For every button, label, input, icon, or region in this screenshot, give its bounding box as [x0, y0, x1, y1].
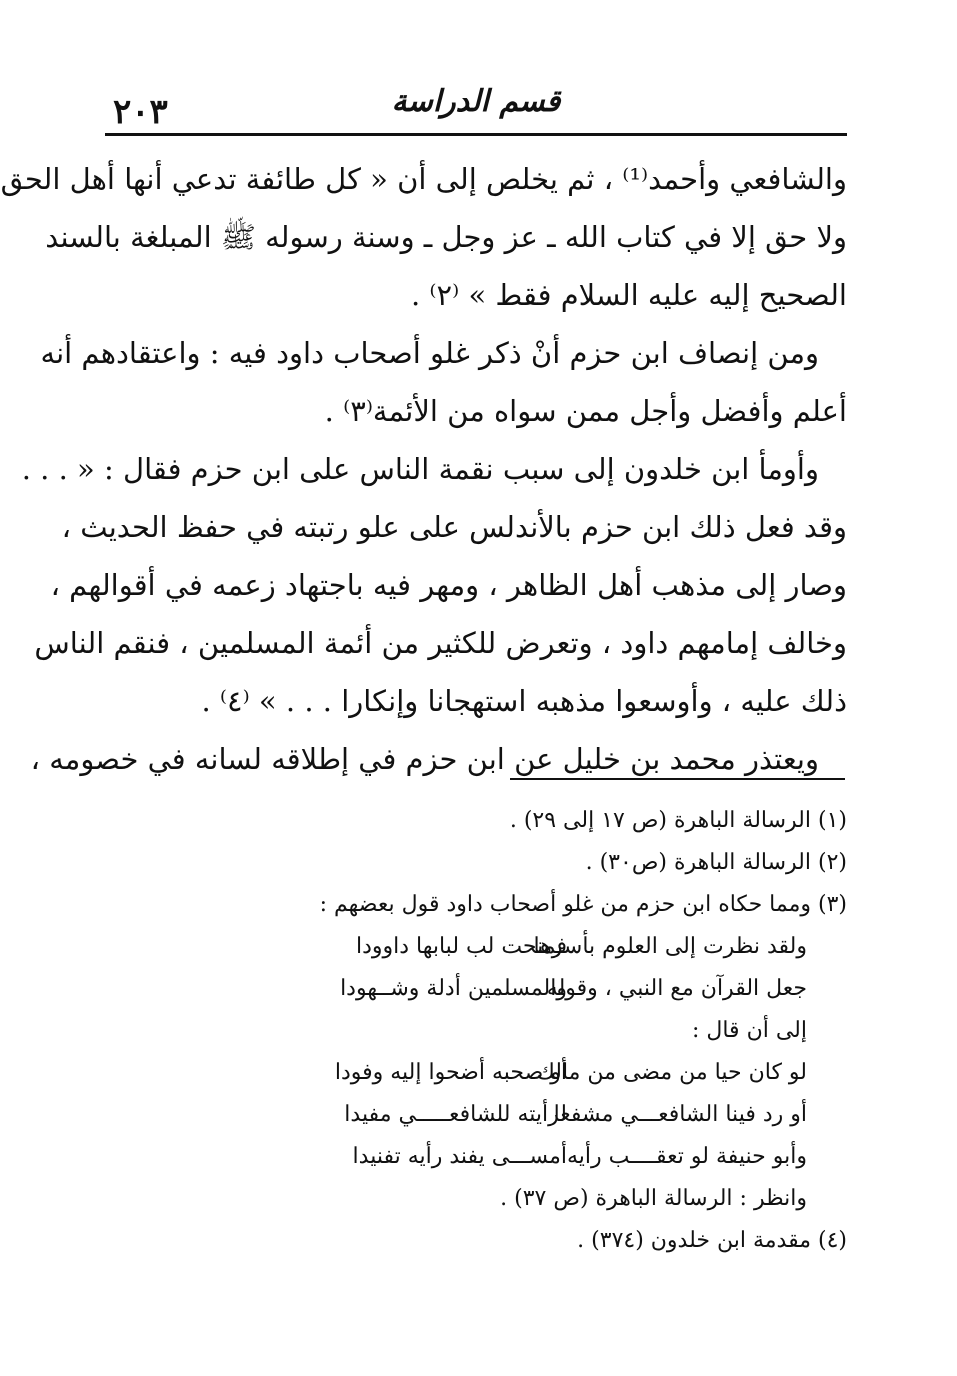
- text-line: والشافعي وأحمد⁽¹⁾ ، ثم يخلص إلى أن « كل طائفة تدعي أنها أهل الحق: [0, 162, 847, 196]
- verse-first-hemistich: أو رد فينا الشافعـــي مشفعا: [553, 1102, 807, 1127]
- footnotes: [105, 800, 847, 1262]
- paragraph-start-line: ويعتذر محمد بن خليل عن ابن حزم في إطلاقه لسانه في خصومه ،: [30, 742, 819, 776]
- paragraph-start-line: ومن إنصاف ابن حزم أنْ ذكر غلو أصحاب داود فيه : واعتقادهم أنه: [40, 336, 819, 370]
- text-line: ولا حق إلا في كتاب الله ـ عز وجل ـ وسنة رسوله ﷺ المبلغة بالسند: [45, 220, 847, 254]
- verse-second-hemistich: لرأيته للشافعـــــي مفيدا: [344, 1102, 567, 1127]
- verse-line: [105, 1094, 847, 1136]
- verse-second-hemistich: أمســـى يفند رأيه تفنيدا: [352, 1144, 567, 1169]
- footnote-separator: [510, 778, 845, 780]
- running-title: قسم الدراسة: [391, 84, 561, 119]
- verse-first-hemistich: جعل القرآن مع النبي ، وقوله: [546, 976, 807, 1001]
- footnote-4: (٤) مقدمة ابن خلدون (٣٧٤) .: [577, 1228, 847, 1253]
- main-text: [0, 150, 847, 788]
- page-number: ٢٠٣: [113, 92, 168, 132]
- text-line: وصار إلى مذهب أهل الظاهر ، ومهر فيه باجتهاد زعمه في أقوالهم ،: [50, 568, 847, 602]
- verse-line: [105, 1052, 847, 1094]
- verse-second-hemistich: والمسلمين أدلة وشــهودا: [340, 976, 567, 1001]
- footnote-3-reference: وانظر : الرسالة الباهرة (ص ٣٧) .: [500, 1186, 807, 1211]
- verse-line: [105, 968, 847, 1010]
- verse-first-hemistich: وأبو حنيفة لو تعقــــب رأيه: [567, 1144, 807, 1169]
- text-line: ذلك عليه ، وأوسعوا مذهبه استهجانا وإنكارا . . . » ⁽٤⁾ .: [201, 684, 847, 718]
- verse-line: [105, 926, 847, 968]
- footnote-3-intro: (٣) ومما حكاه ابن حزم من غلو أصحاب داود قول بعضهم :: [319, 892, 847, 917]
- footnote-3-continuation: إلى أن قال :: [691, 1018, 807, 1043]
- text-line: الصحيح إليه عليه السلام فقط » ⁽٢⁾ .: [410, 278, 847, 312]
- footnote-2: (٢) الرسالة الباهرة (ص٣٠) .: [585, 850, 847, 875]
- page-header: [105, 78, 847, 136]
- text-line: وقد فعل ذلك ابن حزم بالأندلس على علو رتبته في حفظ الحديث ،: [61, 510, 847, 544]
- verse-first-hemistich: ولقد نظرت إلى العلوم بأسرها: [533, 934, 807, 959]
- text-line: وخالف إمامهم داود ، وتعرض للكثير من أئمة المسلمين ، فنقم الناس: [34, 626, 847, 660]
- paragraph-start-line: وأومأ ابن خلدون إلى سبب نقمة الناس على ابن حزم فقال : « . . .: [21, 452, 819, 486]
- header-rule: [105, 133, 847, 136]
- verse-line: [105, 1136, 847, 1178]
- text-line: أعلم وأفضل وأجل ممن سواه من الأئمة⁽٣⁾ .: [324, 394, 847, 428]
- verse-second-hemistich: أو صحبه أضحوا إليه وفودا: [334, 1060, 567, 1085]
- verse-first-hemistich: لو كان حيا من مضى من مالك: [536, 1060, 807, 1085]
- footnote-1: (١) الرسالة الباهرة (ص ١٧ إلى ٢٩) .: [509, 808, 847, 833]
- verse-second-hemistich: فمنحت لب لبابها داوودا: [355, 934, 567, 959]
